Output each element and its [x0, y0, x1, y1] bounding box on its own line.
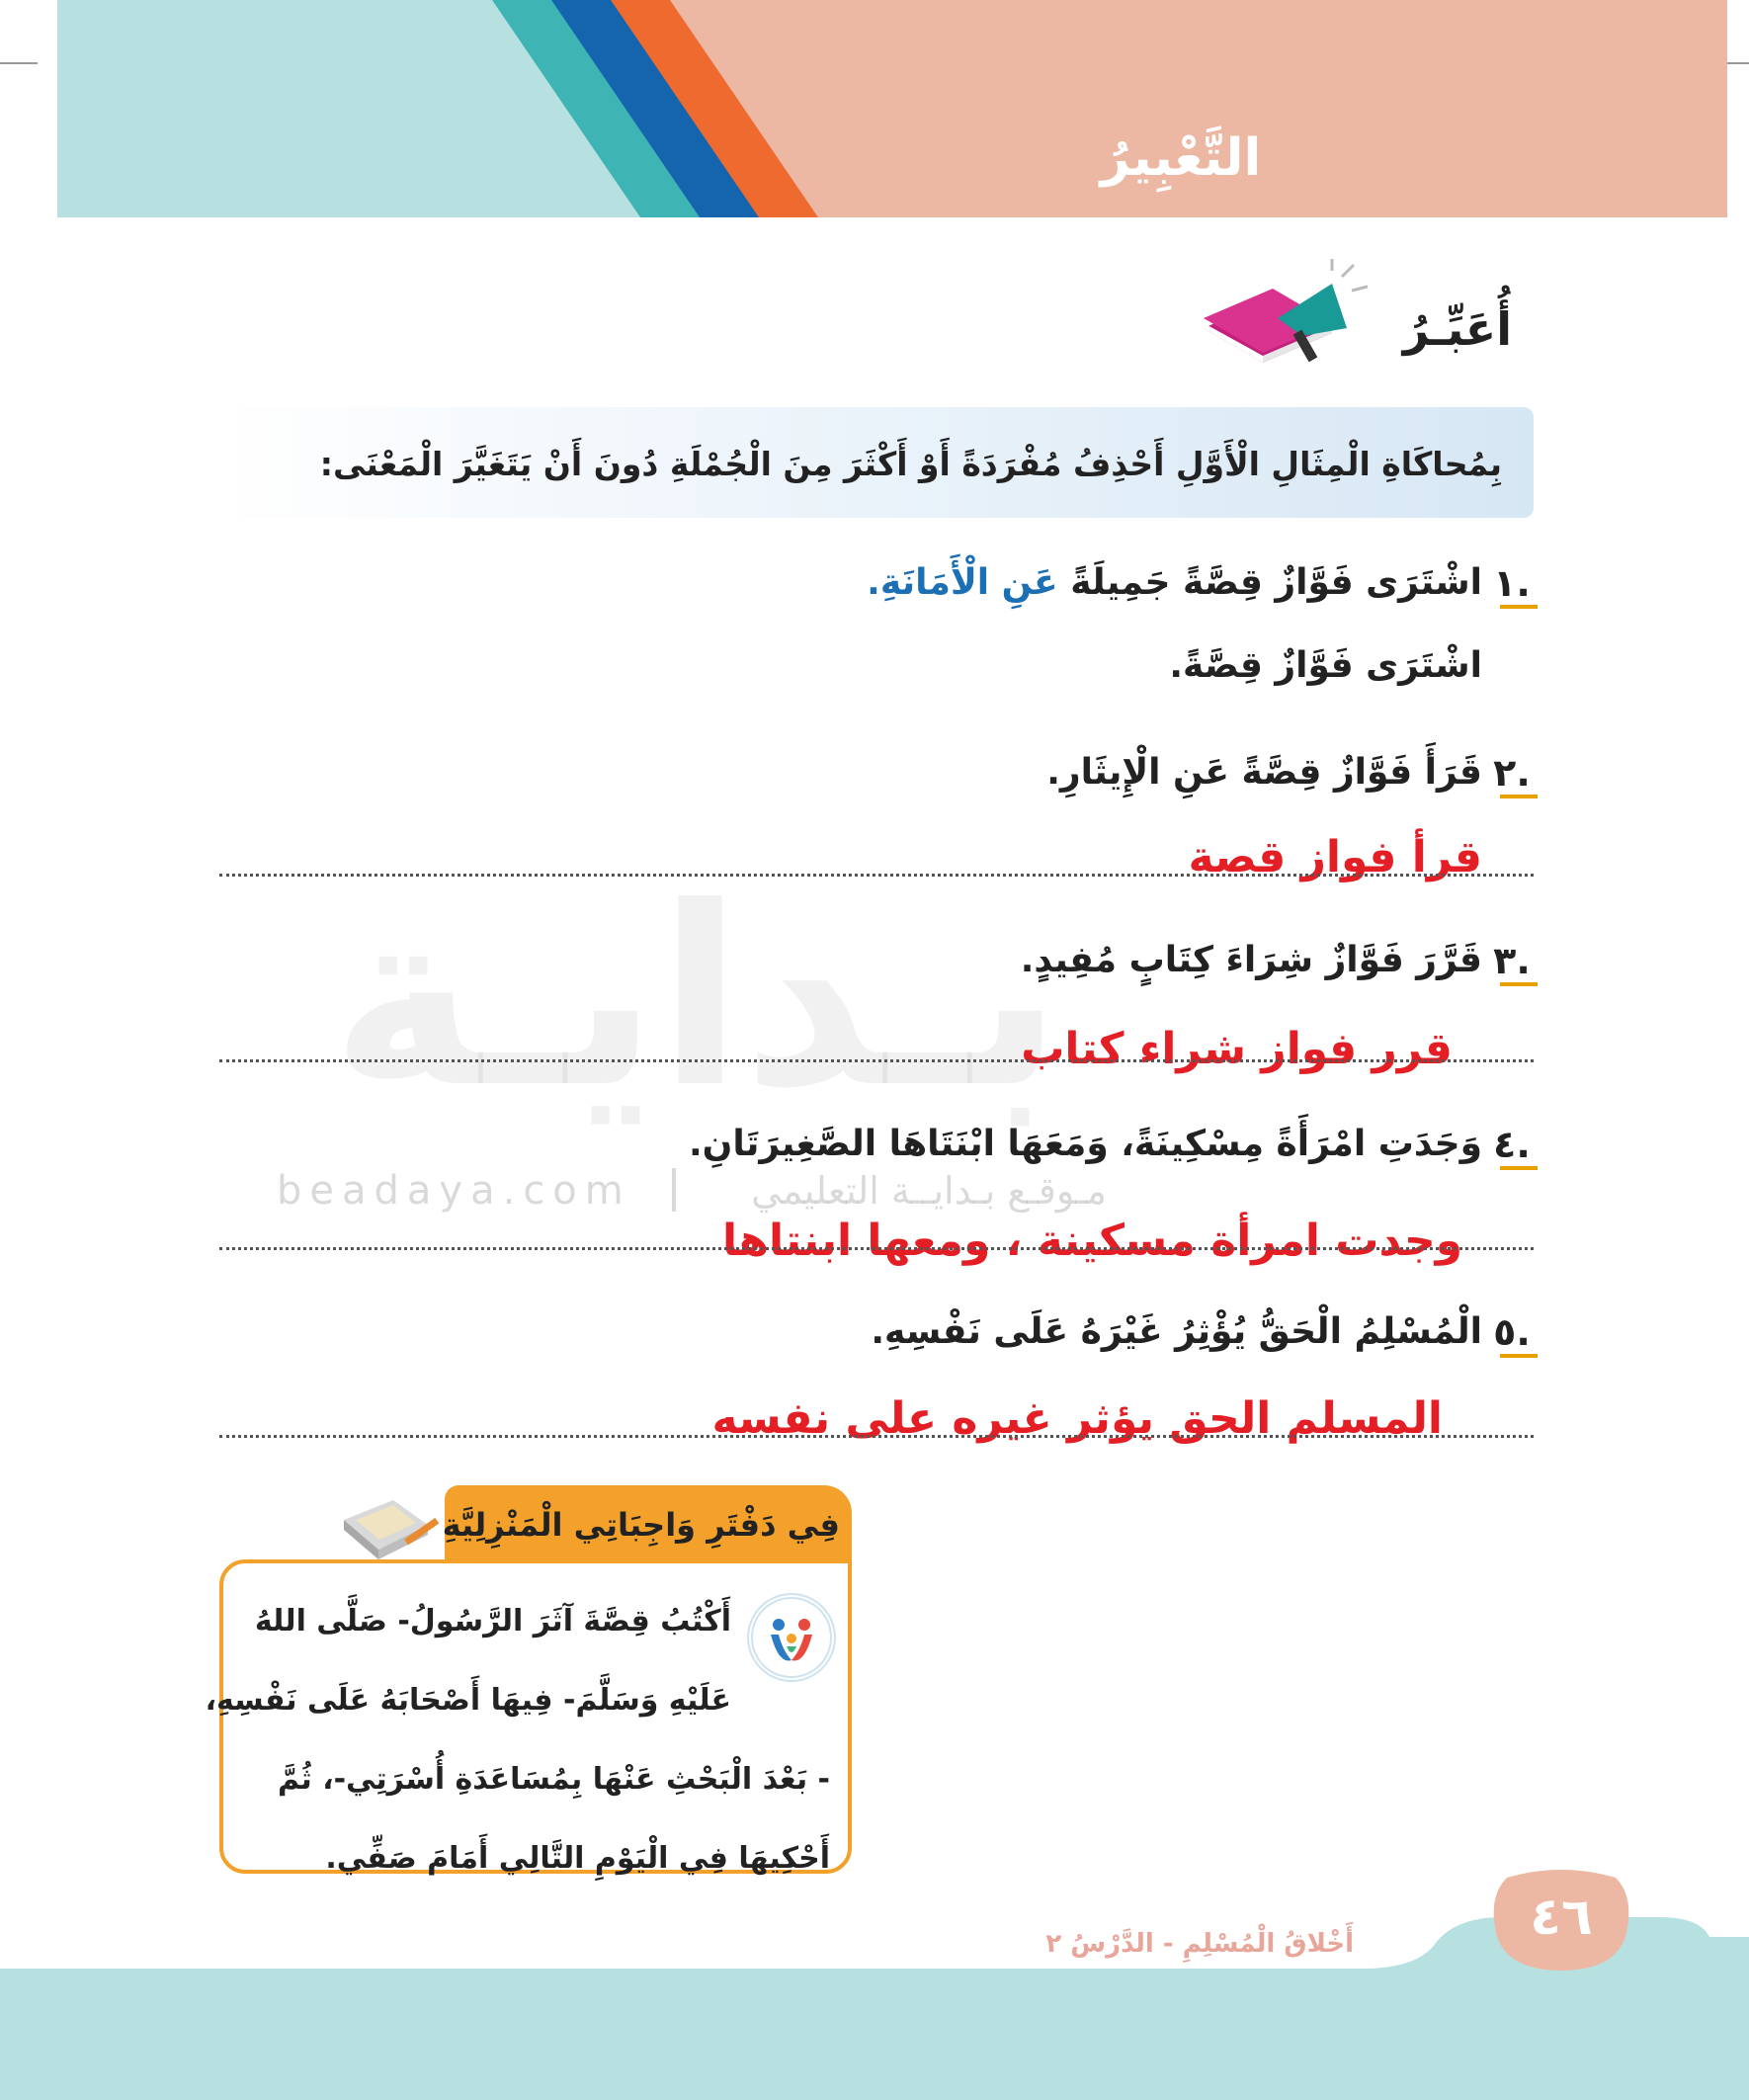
exercise-sentence: قَرَأَ فَوَّازٌ قِصَّةً عَنِ الْإِيثَارِ. — [1046, 752, 1482, 793]
header-band — [57, 0, 1727, 217]
exercise-sentence: الْمُسْلِمُ الْحَقُّ يُؤْثِرُ غَيْرَهُ عَلَى نَفْسِهِ. — [871, 1311, 1482, 1352]
watermark-logo: بـدايـة — [330, 854, 1063, 1141]
homework-line: - بَعْدَ الْبَحْثِ عَنْهَا بِمُسَاعَدَةِ أُسْرَتِي-، ثُمَّ — [277, 1762, 830, 1797]
number-underline — [1500, 795, 1538, 798]
homework-line: أَحْكِيهَا فِي الْيَوْمِ التَّالِي أَمَامَ صَفِّي. — [325, 1841, 830, 1876]
homework-tab-label: فِي دَفْتَرِ وَاجِبَاتِي الْمَنْزِلِيَّةِ — [442, 1506, 840, 1544]
answer-line — [219, 874, 1534, 877]
page-title: التَّعْبِيرُ — [1100, 128, 1262, 188]
crop-mark — [0, 62, 38, 64]
watermark-tagline: مـوقـع بـدايــة التعليمي — [751, 1169, 1107, 1213]
exercise-sentence: وَجَدَتِ امْرَأَةً مِسْكِينَةً، وَمَعَهَا ابْنَتَاهَا الصَّغِيرَتَانِ. — [688, 1124, 1482, 1164]
homework-line: أَكْتُبُ قِصَّةَ آثَرَ الرَّسُولُ- صَلَّى اللهُ — [254, 1604, 731, 1638]
instruction-text: بِمُحاكَاةِ الْمِثَالِ الْأَوَّلِ أَحْذِفُ مُفْرَدَةً أَوْ أَكْثَرَ مِنَ الْجُمْلَةِ دُونَ أَنْ يَتَغَيَّرَ الْمَعْنَى: — [319, 445, 1502, 483]
handwritten-answer: قرر فواز شراء كتاب — [1021, 1024, 1453, 1074]
handwritten-answer: المسلم الحق يؤثر غيره على نفسه — [711, 1393, 1443, 1444]
watermark-site: beadaya.com — [277, 1168, 631, 1214]
sentence-main: اشْتَرَى فَوَّازٌ قِصَّةً جَمِيلَةً — [1070, 562, 1482, 603]
exercise-number: ٣. — [1493, 939, 1531, 982]
watermark-separator — [672, 1168, 676, 1212]
exercise-number: ١. — [1493, 561, 1531, 605]
page-number: ٤٦ — [1530, 1888, 1593, 1947]
number-underline — [1500, 605, 1538, 609]
answer-line — [219, 1435, 1534, 1438]
exercise-sentence: قَرَّرَ فَوَّازٌ شِرَاءَ كِتَابٍ مُفِيدٍ. — [1020, 940, 1482, 980]
exercise-sentence — [791, 553, 1482, 613]
handwritten-answer: قرأ فواز قصة — [1188, 832, 1482, 882]
exercise-number: ٤. — [1493, 1123, 1531, 1166]
footer-lesson-label: أَخْلاقُ الْمُسْلِمِ - الدَّرْسُ ٢ — [1045, 1929, 1354, 1959]
exercise-number: ٥. — [1493, 1310, 1531, 1354]
example-answer: اشْتَرَى فَوَّازٌ قِصَّةً. — [1169, 645, 1482, 686]
book-megaphone-icon — [1184, 259, 1372, 368]
section-heading: أُعَبِّـرُ — [1402, 302, 1512, 356]
family-icon — [747, 1593, 836, 1682]
number-underline — [1500, 1354, 1538, 1358]
notebook-pencil-icon — [334, 1480, 445, 1569]
handwritten-answer: وجدت امرأة مسكينة ، ومعها ابنتاها — [721, 1216, 1462, 1266]
footer-band — [0, 1969, 1749, 2100]
answer-line — [219, 1247, 1534, 1250]
exercise-number: ٢. — [1493, 751, 1531, 795]
homework-line: عَلَيْهِ وَسَلَّمَ- فِيهَا أَصْحَابَهُ عَلَى نَفْسِهِ، — [205, 1683, 731, 1718]
answer-line — [219, 1059, 1534, 1062]
number-underline — [1500, 1166, 1538, 1170]
sentence-highlight: عَنِ الْأَمَانَةِ. — [867, 562, 1058, 603]
number-underline — [1500, 982, 1538, 986]
